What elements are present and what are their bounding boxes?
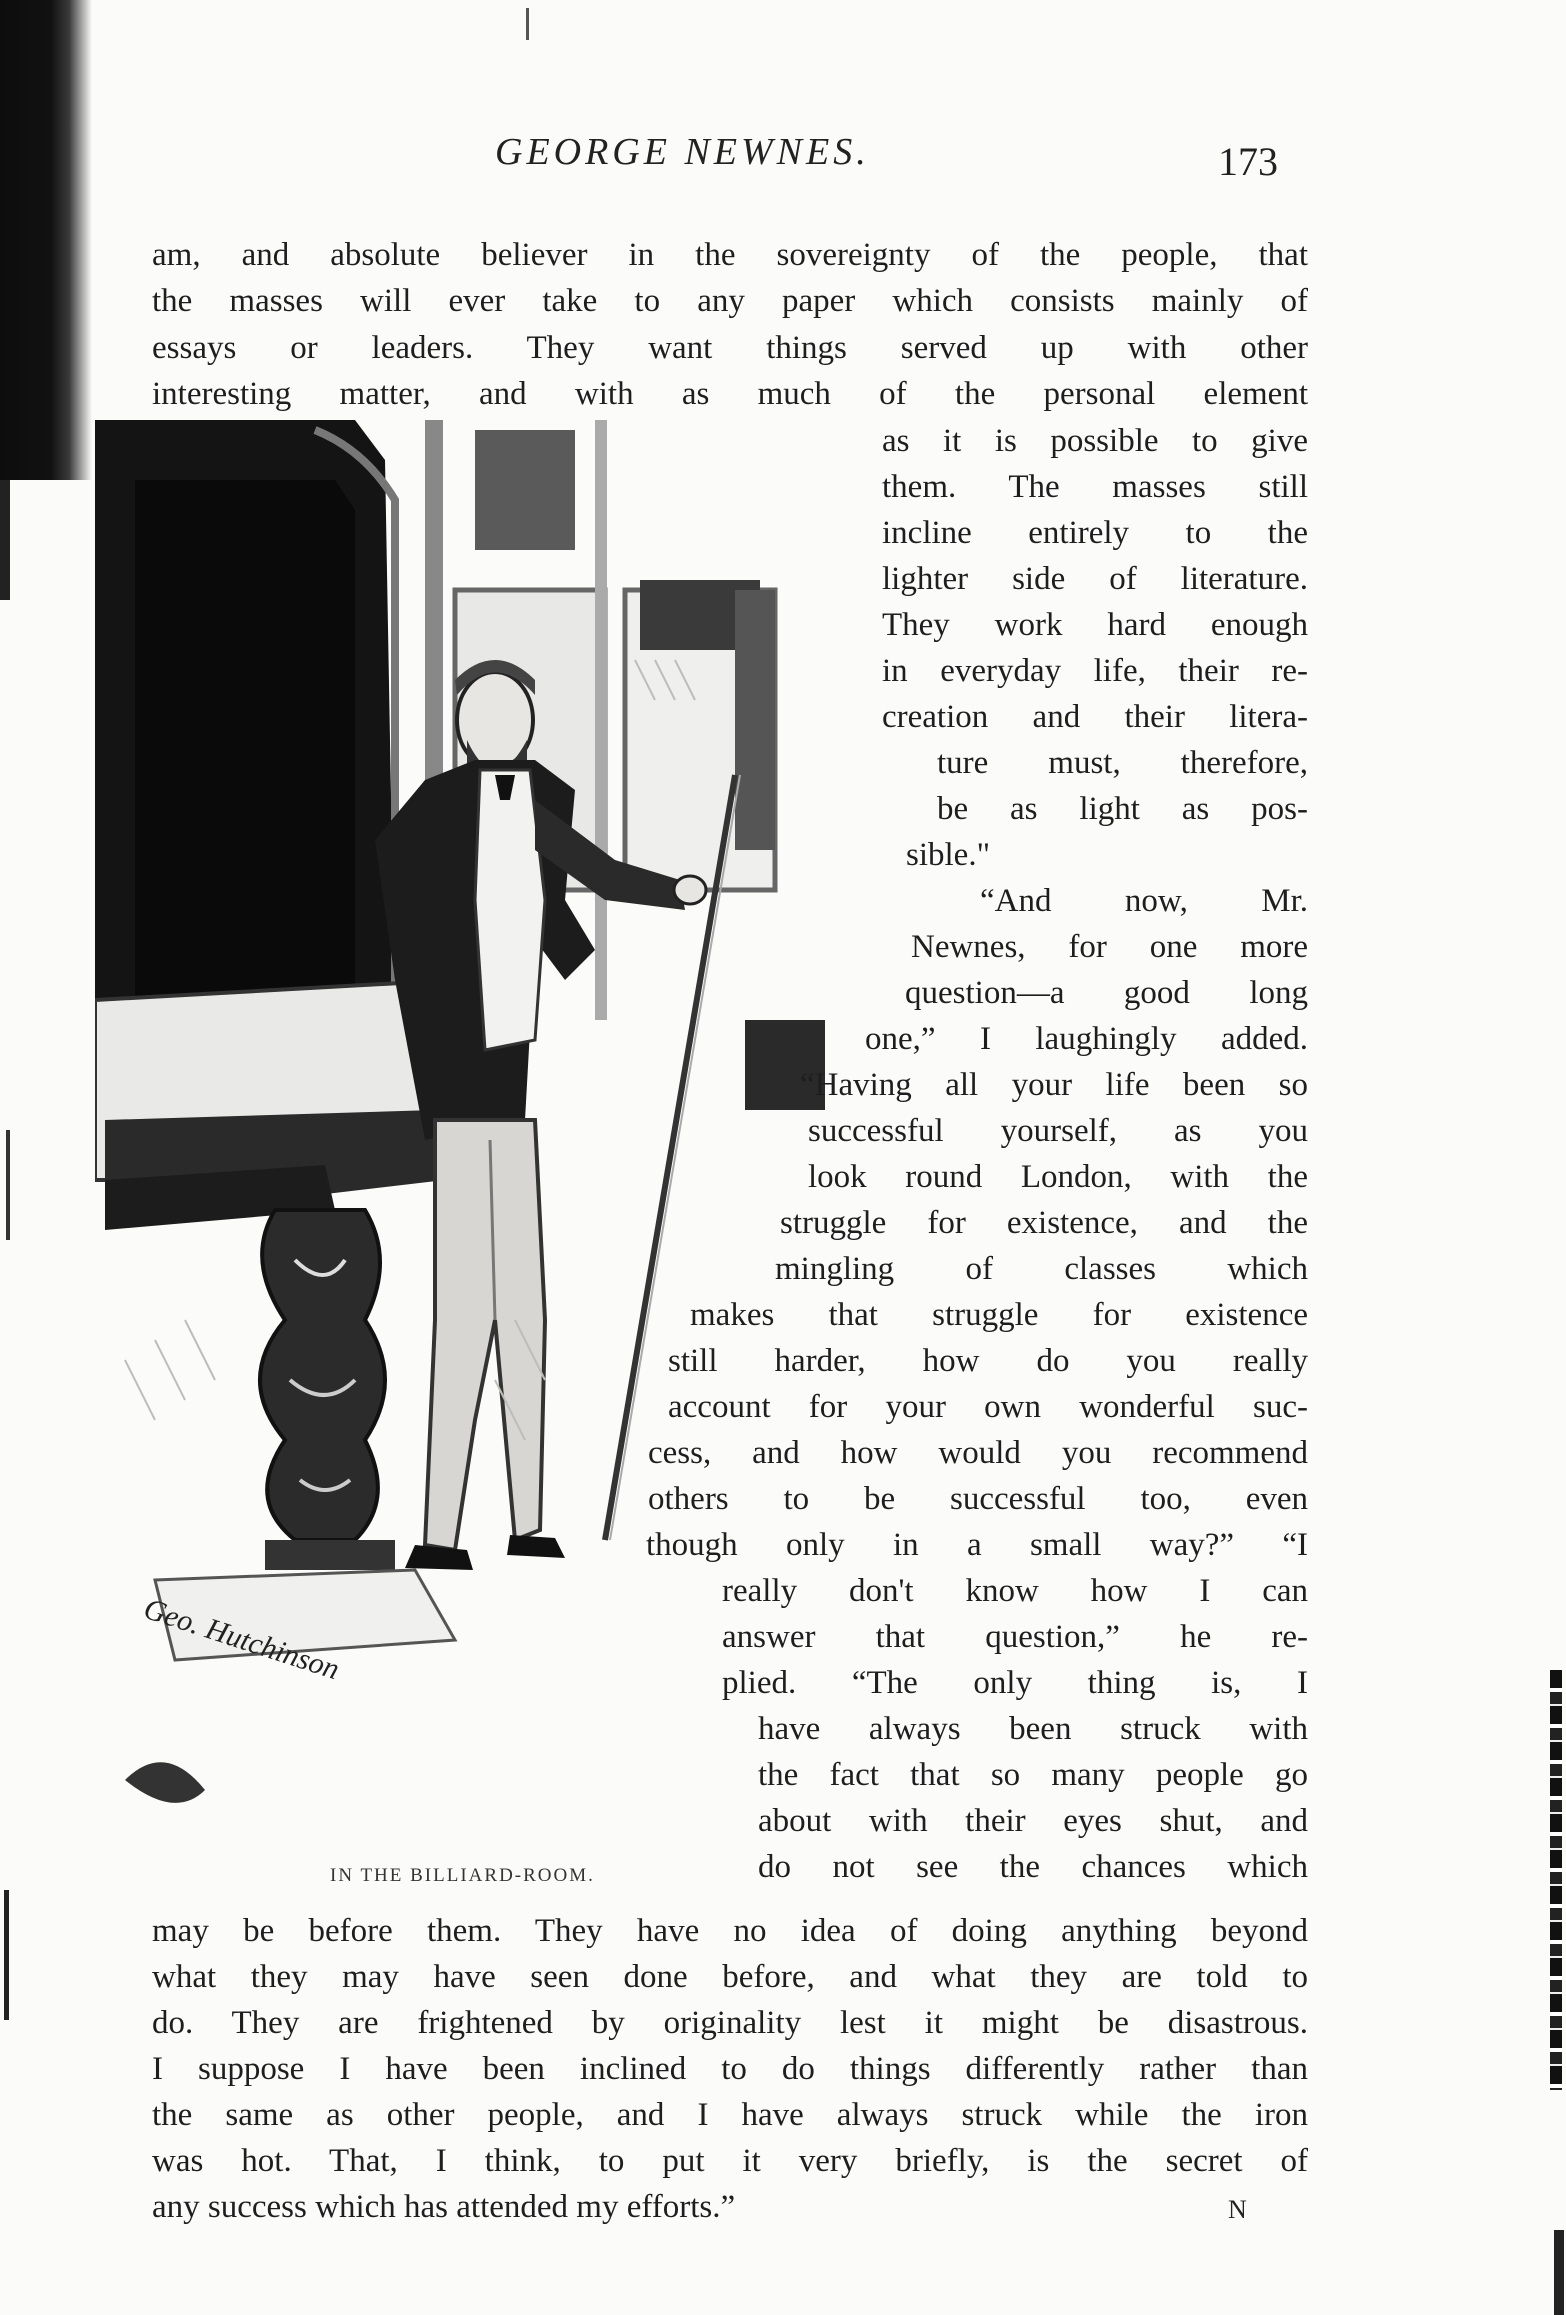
body-line: plied. “The only thing is, I xyxy=(722,1665,1308,1701)
body-line: cess, and how would you recommend xyxy=(648,1435,1308,1471)
body-line: really don't know how I can xyxy=(722,1573,1308,1609)
body-line: about with their eyes shut, and xyxy=(758,1803,1308,1839)
body-line: mingling of classes which xyxy=(775,1251,1308,1287)
body-line: do. They are frightened by originality lest it might be disastrous. xyxy=(152,2005,1308,2041)
body-line: any success which has attended my efforts.” xyxy=(152,2189,736,2225)
body-line: do not see the chances which xyxy=(758,1849,1308,1885)
body-line: still harder, how do you really xyxy=(668,1343,1308,1379)
body-line: question—a good long xyxy=(905,975,1308,1011)
body-line: answer that question,” he re- xyxy=(722,1619,1308,1655)
running-head: GEORGE NEWNES. xyxy=(495,131,870,173)
body-line: look round London, with the xyxy=(808,1159,1308,1195)
illustration-caption: IN THE BILLIARD-ROOM. xyxy=(330,1865,595,1886)
scan-edge-shadow xyxy=(0,0,92,480)
signature-mark: N xyxy=(1228,2195,1247,2224)
body-line: “And now, Mr. xyxy=(980,883,1308,919)
body-line: struggle for existence, and the xyxy=(780,1205,1308,1241)
page-number: 173 xyxy=(1218,139,1278,184)
body-line: though only in a small way?” “I xyxy=(646,1527,1308,1563)
body-line: They work hard enough xyxy=(882,607,1308,643)
body-line: the fact that so many people go xyxy=(758,1757,1308,1793)
body-line: sible." xyxy=(906,837,991,873)
body-line: them. The masses still xyxy=(882,469,1308,505)
body-line: was hot. That, I think, to put it very briefly, is the secret of xyxy=(152,2143,1308,2179)
body-line: the same as other people, and I have always struck while the iron xyxy=(152,2097,1308,2133)
body-line: as it is possible to give xyxy=(882,423,1308,459)
body-line: makes that struggle for existence xyxy=(690,1297,1308,1333)
scan-edge-mark xyxy=(1554,2230,1564,2315)
body-line: creation and their litera- xyxy=(882,699,1308,735)
body-line: interesting matter, and with as much of the personal element xyxy=(152,376,1308,412)
body-line: one,” I laughingly added. xyxy=(865,1021,1308,1057)
body-line: may be before them. They have no idea of doing anything beyond xyxy=(152,1913,1308,1949)
body-line: incline entirely to the xyxy=(882,515,1308,551)
body-line: lighter side of literature. xyxy=(882,561,1308,597)
body-line: what they may have seen done before, and what they are told to xyxy=(152,1959,1308,1995)
body-line: in everyday life, their re- xyxy=(882,653,1308,689)
body-line: be as light as pos- xyxy=(937,791,1308,827)
scan-edge-mark xyxy=(4,1890,9,2020)
body-line: have always been struck with xyxy=(758,1711,1308,1747)
body-line: I suppose I have been inclined to do things differently rather than xyxy=(152,2051,1308,2087)
body-line: successful yourself, as you xyxy=(808,1113,1308,1149)
scan-edge-mark xyxy=(6,1130,10,1240)
body-line: am, and absolute believer in the sovereignty of the people, that xyxy=(152,237,1308,273)
body-line: others to be successful too, even xyxy=(648,1481,1308,1517)
body-line: Newnes, for one more xyxy=(911,929,1308,965)
body-line: account for your own wonderful suc- xyxy=(668,1389,1308,1425)
artist-signature: Geo. Hutchinson xyxy=(139,1592,344,1687)
body-line: “Having all your life been so xyxy=(800,1067,1308,1103)
body-line: essays or leaders. They want things served up with other xyxy=(152,330,1308,366)
scan-edge-mark xyxy=(526,8,529,40)
body-line: ture must, therefore, xyxy=(937,745,1308,781)
scan-edge-mark xyxy=(1550,1670,1562,2090)
scan-edge-mark xyxy=(0,480,10,600)
body-line: the masses will ever take to any paper which consists mainly of xyxy=(152,283,1308,319)
